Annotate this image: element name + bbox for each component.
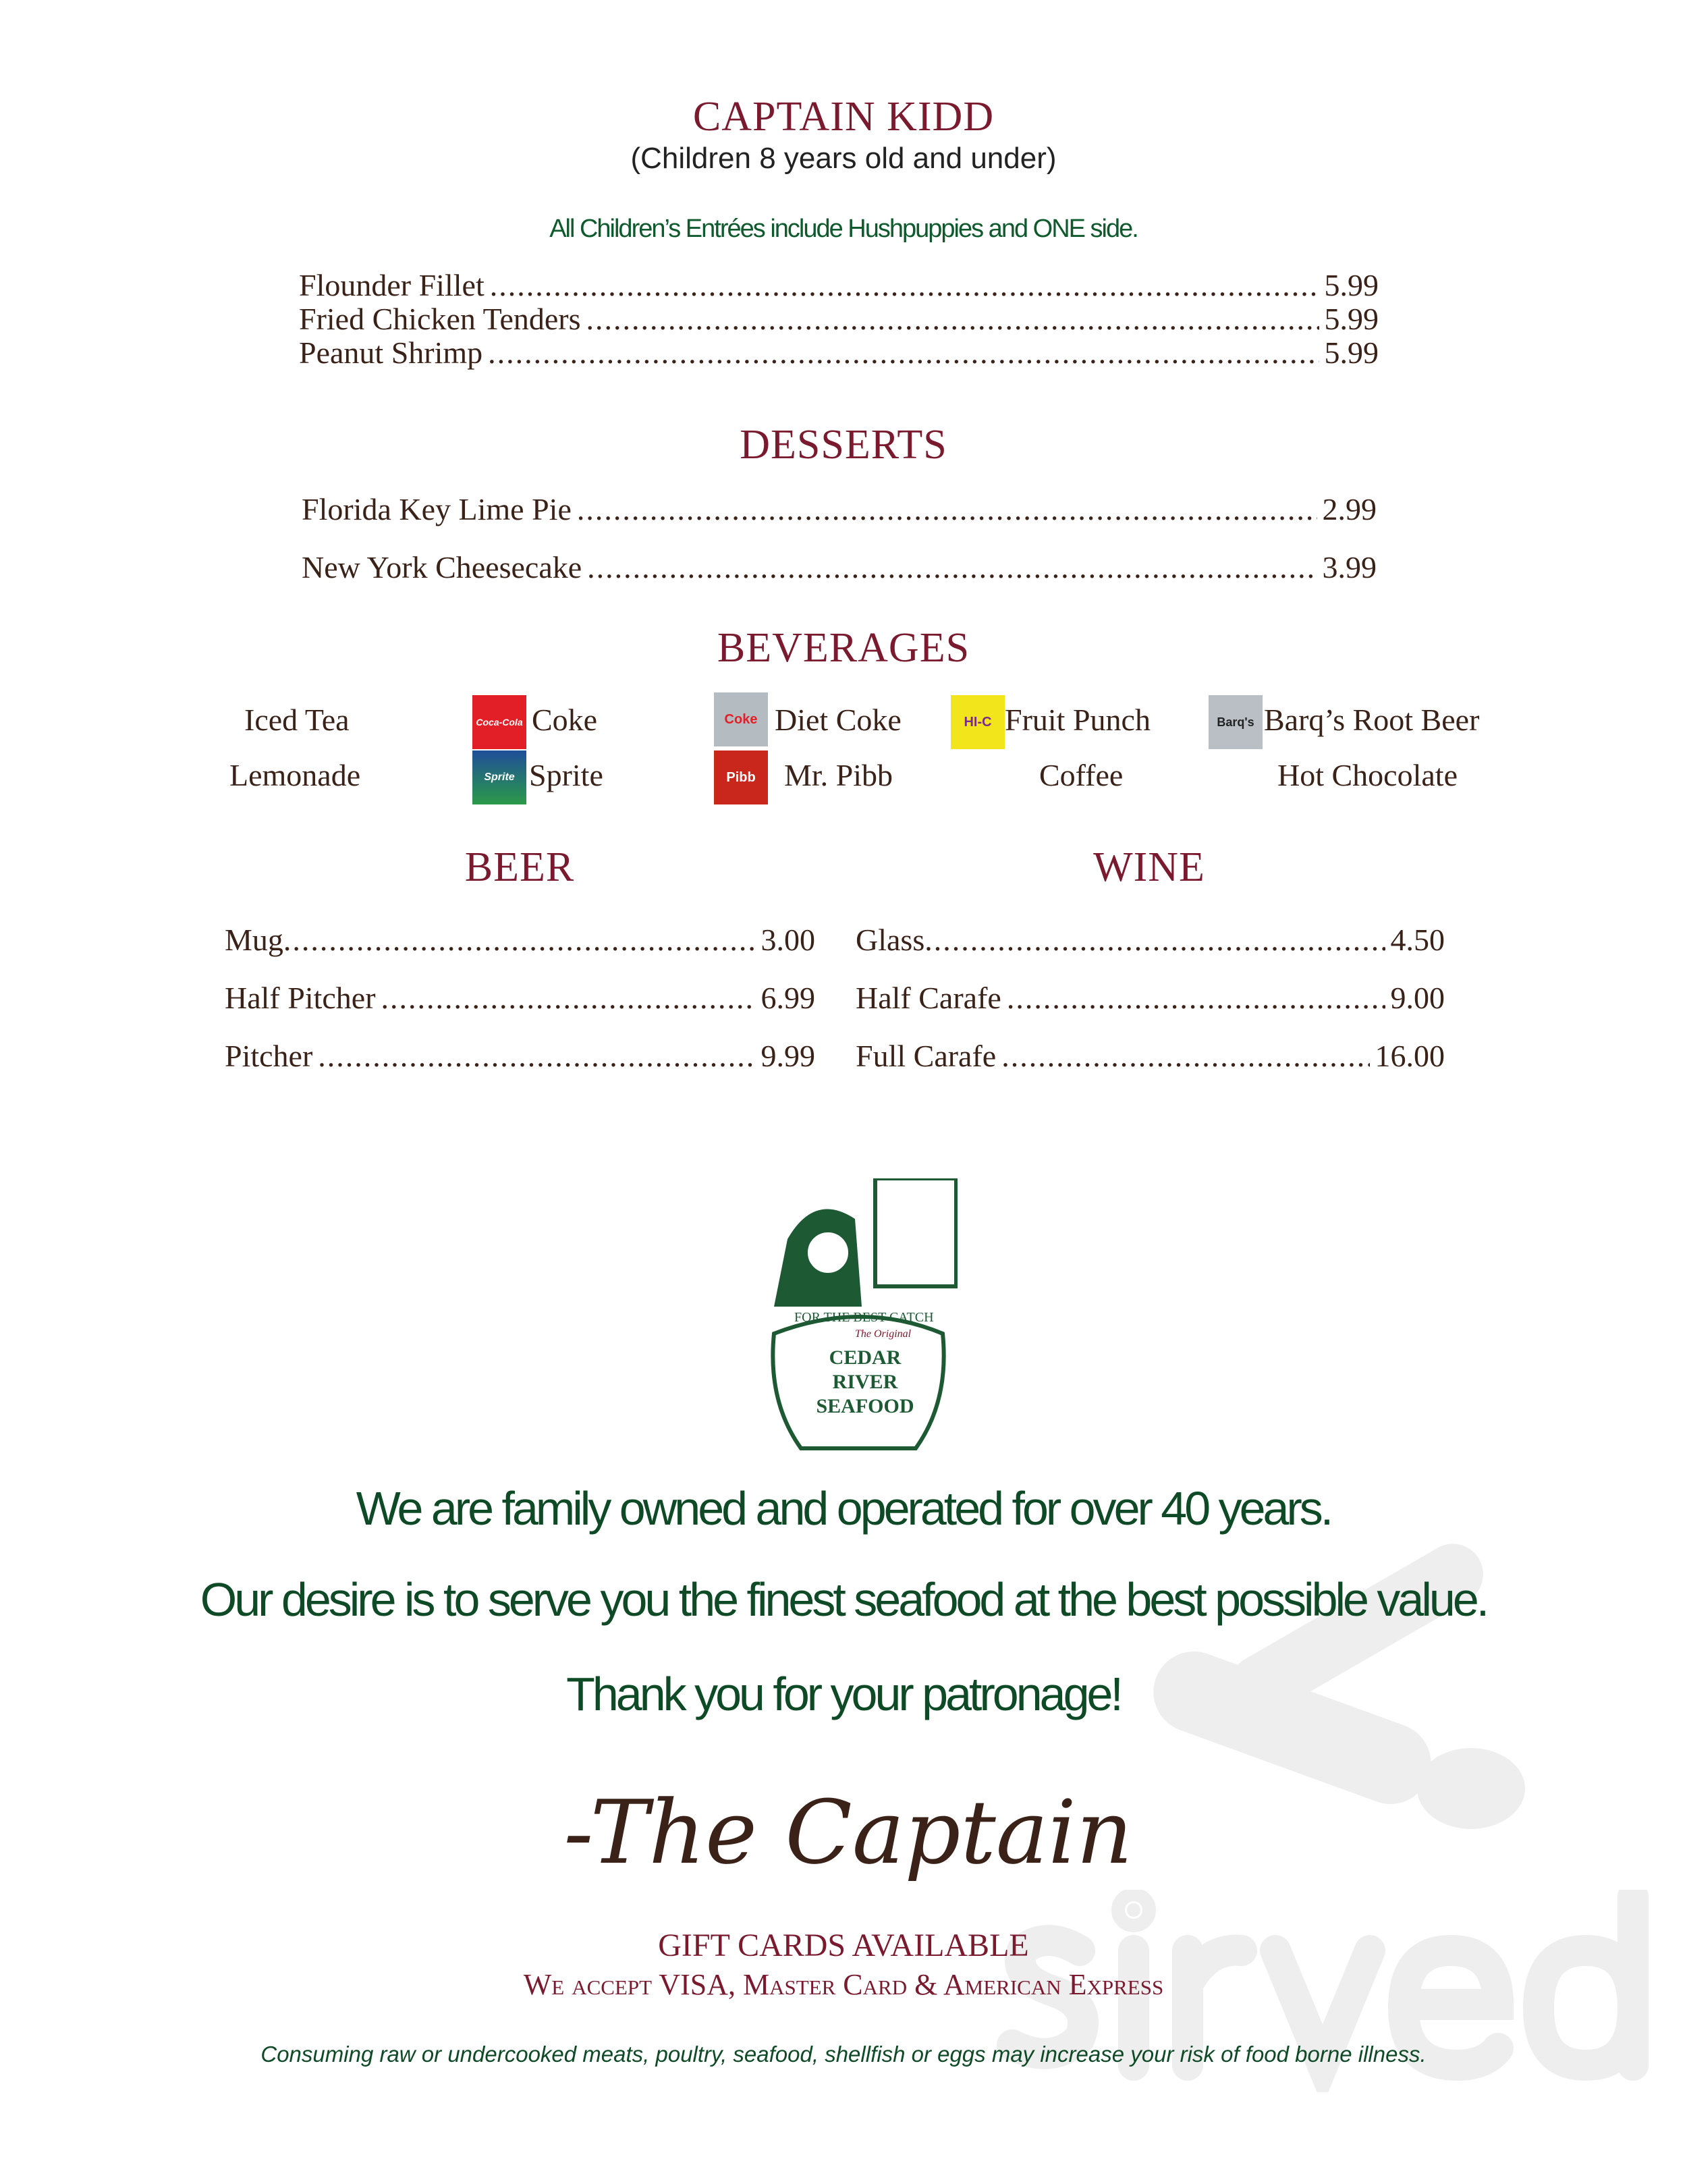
message-line-2: Our desire is to serve you the finest seafood at the best possible value. — [200, 1573, 1487, 1626]
barqs-logo-icon: Barq's — [1209, 695, 1263, 749]
wine-title: WINE — [1093, 844, 1205, 890]
beverage-lemonade: Lemonade — [229, 758, 361, 792]
coke-logo-icon: Coca-Cola — [472, 695, 526, 749]
beverage-hot-chocolate: Hot Chocolate — [1277, 758, 1458, 792]
menu-item — [225, 969, 815, 1027]
item-name: Glass — [856, 923, 925, 957]
sprite-logo-icon: Sprite — [472, 750, 526, 804]
beer-title: BEER — [464, 844, 575, 890]
accepted-cards: We accept VISA, Master Card & American Express — [523, 1968, 1164, 2001]
beverage-iced-tea: Iced Tea — [244, 703, 350, 737]
menu-item — [299, 302, 1379, 336]
beverages-title: BEVERAGES — [717, 625, 970, 671]
hic-logo-icon: HI-C — [951, 695, 1005, 749]
item-price: 3.99 — [1322, 550, 1377, 584]
item-name: Flounder Fillet — [299, 268, 485, 302]
message-line-1: We are family owned and operated for over 40 years. — [356, 1482, 1331, 1535]
desserts-menu — [302, 481, 1377, 597]
beverage-coke: Coke — [532, 703, 598, 737]
beverage-coffee: Coffee — [1039, 758, 1124, 792]
item-name: Pitcher — [225, 1039, 313, 1073]
item-name: Fried Chicken Tenders — [299, 302, 581, 336]
kids-note: All Children’s Entrées include Hushpuppies and ONE side. — [549, 215, 1138, 243]
pibb-logo-icon: Pibb — [714, 750, 768, 804]
item-price: 9.99 — [760, 1039, 815, 1073]
item-name: Half Carafe — [856, 981, 1001, 1015]
beverage-fruit-punch: Fruit Punch — [1005, 703, 1151, 737]
menu-item — [302, 539, 1377, 597]
menu-item — [299, 269, 1379, 302]
item-price: 2.99 — [1322, 492, 1377, 526]
captain-signature: -The Captain — [563, 1781, 1133, 1884]
kids-title: CAPTAIN KIDD — [692, 94, 995, 140]
wine-menu — [856, 911, 1445, 1085]
disclaimer: Consuming raw or undercooked meats, poultry, seafood, shellfish or eggs may increase your risk of food borne illness. — [260, 2042, 1427, 2067]
item-price: 9.00 — [1390, 981, 1445, 1015]
beverage-sprite: Sprite — [529, 758, 603, 792]
item-price: 4.50 — [1390, 923, 1445, 957]
item-name: Florida Key Lime Pie — [302, 492, 572, 526]
menu-item — [856, 911, 1445, 969]
kids-subtitle: (Children 8 years old and under) — [630, 142, 1057, 175]
item-name: Mug — [225, 923, 283, 957]
beverage-diet-coke: Diet Coke — [775, 703, 902, 737]
beverage-mr-pibb: Mr. Pibb — [784, 758, 893, 792]
menu-item — [856, 1027, 1445, 1085]
item-price: 6.99 — [760, 981, 815, 1015]
item-name: New York Cheesecake — [302, 550, 582, 584]
kids-menu — [299, 269, 1379, 370]
desserts-title: DESSERTS — [740, 422, 947, 468]
item-price: 16.00 — [1375, 1039, 1445, 1073]
menu-item — [225, 911, 815, 969]
menu-item — [225, 1027, 815, 1085]
menu-item — [302, 481, 1377, 539]
item-price: 5.99 — [1324, 268, 1379, 302]
logo-tagline: FOR THE BEST CATCH — [794, 1310, 934, 1325]
item-price: 5.99 — [1324, 335, 1379, 370]
menu-item — [856, 969, 1445, 1027]
message-line-3: Thank you for your patronage! — [566, 1668, 1121, 1720]
cedar-river-seafood-logo — [760, 1178, 958, 1456]
beer-menu — [225, 911, 815, 1085]
logo-original: The Original — [855, 1328, 912, 1340]
item-name: Half Pitcher — [225, 981, 376, 1015]
gift-cards: GIFT CARDS AVAILABLE — [658, 1928, 1029, 1963]
item-price: 5.99 — [1324, 302, 1379, 336]
item-name: Peanut Shrimp — [299, 335, 483, 370]
diet-coke-logo-icon: Coke — [714, 692, 768, 746]
logo-brand: CEDAR RIVER SEAFOOD — [816, 1346, 914, 1417]
beverage-barqs: Barq’s Root Beer — [1264, 703, 1480, 737]
menu-item — [299, 336, 1379, 370]
item-name: Full Carafe — [856, 1039, 997, 1073]
item-price: 3.00 — [760, 923, 815, 957]
